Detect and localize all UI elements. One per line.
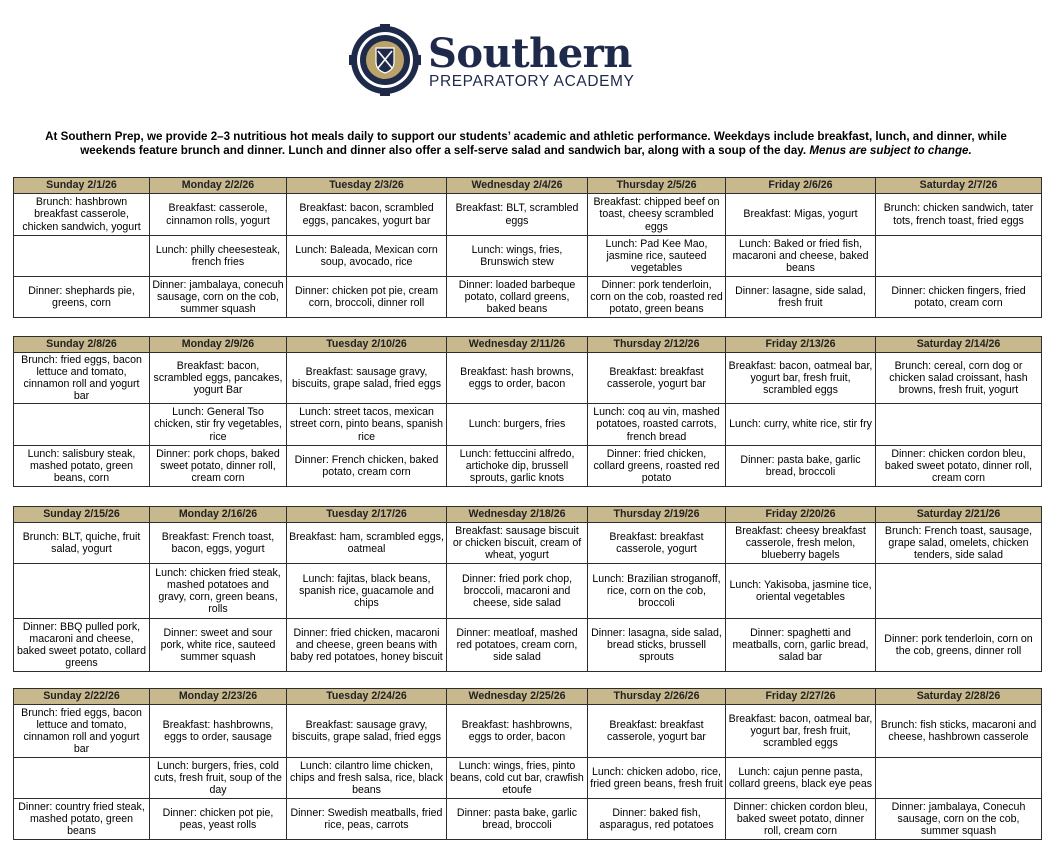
meal-cell: Dinner: jambalaya, conecuh sausage, corn on the cob, summer squash [150, 277, 287, 318]
day-header: Wednesday 2/4/26 [447, 178, 588, 194]
meal-cell [14, 758, 150, 799]
meal-cell [14, 564, 150, 619]
meal-cell: Breakfast: chipped beef on toast, cheesy scrambled eggs [588, 194, 726, 236]
meal-cell: Breakfast: bacon, oatmeal bar, yogurt bar, fresh fruit, scrambled eggs [726, 353, 876, 404]
meal-cell: Dinner: fried chicken, collard greens, roasted red potato [588, 446, 726, 487]
meal-cell: Breakfast: cheesy breakfast casserole, fresh melon, blueberry bagels [726, 523, 876, 564]
meal-cell: Brunch: chicken sandwich, tater tots, french toast, fried eggs [876, 194, 1042, 236]
meal-cell: Lunch: street tacos, mexican street corn, pinto beans, spanish rice [287, 404, 447, 446]
intro-note: Menus are subject to change. [809, 144, 972, 157]
meal-cell: Lunch: fajitas, black beans, spanish rice, guacamole and chips [287, 564, 447, 619]
meal-cell: Dinner: spaghetti and meatballs, corn, garlic bread, salad bar [726, 619, 876, 672]
meal-cell: Dinner: jambalaya, Conecuh sausage, corn on the cob, summer squash [876, 799, 1042, 840]
day-header: Tuesday 2/3/26 [287, 178, 447, 194]
day-header: Saturday 2/7/26 [876, 178, 1042, 194]
day-header: Wednesday 2/11/26 [447, 337, 588, 353]
day-header: Monday 2/16/26 [150, 507, 287, 523]
meal-cell: Brunch: fried eggs, bacon lettuce and tomato, cinnamon roll and yogurt bar [14, 353, 150, 404]
meal-cell: Lunch: Brazilian stroganoff, rice, corn on the cob, broccoli [588, 564, 726, 619]
day-header: Sunday 2/22/26 [14, 689, 150, 705]
day-header: Thursday 2/26/26 [588, 689, 726, 705]
day-header: Saturday 2/21/26 [876, 507, 1042, 523]
meal-cell: Dinner: loaded barbeque potato, collard greens, baked beans [447, 277, 588, 318]
meal-cell: Breakfast: hash browns, eggs to order, bacon [447, 353, 588, 404]
meal-cell [876, 564, 1042, 619]
meal-cell: Lunch: salisbury steak, mashed potato, green beans, corn [14, 446, 150, 487]
brand-name: Southern [428, 30, 632, 77]
meal-cell: Lunch: burgers, fries, cold cuts, fresh fruit, soup of the day [150, 758, 287, 799]
meal-cell: Breakfast: bacon, scrambled eggs, pancakes, yogurt Bar [150, 353, 287, 404]
day-header: Wednesday 2/25/26 [447, 689, 588, 705]
meal-cell: Dinner: chicken fingers, fried potato, cream corn [876, 277, 1042, 318]
intro-text: At Southern Prep, we provide 2–3 nutritious hot meals daily to support our students’ academic and athletic performance. Weekdays include breakfast, lunch, and dinner, while weekends feature brunch and dinner. Lunch and dinner also offer a self-serve salad and sandwich bar, along with a soup of the day. [45, 130, 1007, 157]
day-header: Sunday 2/1/26 [14, 178, 150, 194]
meal-cell: Brunch: BLT, quiche, fruit salad, yogurt [14, 523, 150, 564]
meal-cell: Breakfast: sausage gravy, biscuits, grape salad, fried eggs [287, 705, 447, 758]
day-header: Friday 2/20/26 [726, 507, 876, 523]
meal-cell [876, 236, 1042, 277]
day-header: Monday 2/9/26 [150, 337, 287, 353]
meal-cell: Lunch: Pad Kee Mao, jasmine rice, sauteed vegetables [588, 236, 726, 277]
brand-subtitle: PREPARATORY ACADEMY [429, 73, 635, 90]
meal-cell: Lunch: Baked or fried fish, macaroni and cheese, baked beans [726, 236, 876, 277]
day-header: Sunday 2/8/26 [14, 337, 150, 353]
meal-row [14, 194, 1042, 236]
meal-cell: Dinner: pork tenderloin, corn on the cob, roasted red potato, green beans [588, 277, 726, 318]
day-header: Wednesday 2/18/26 [447, 507, 588, 523]
meal-row [14, 277, 1042, 318]
meal-cell: Breakfast: BLT, scrambled eggs [447, 194, 588, 236]
meal-cell: Dinner: chicken pot pie, cream corn, broccoli, dinner roll [287, 277, 447, 318]
meal-cell: Breakfast: breakfast casserole, yogurt bar [588, 705, 726, 758]
meal-cell: Breakfast: Migas, yogurt [726, 194, 876, 236]
meal-cell: Dinner: sweet and sour pork, white rice, sauteed summer squash [150, 619, 287, 672]
day-header-row [14, 337, 1042, 353]
day-header: Saturday 2/28/26 [876, 689, 1042, 705]
meal-cell: Dinner: pork tenderloin, corn on the cob, greens, dinner roll [876, 619, 1042, 672]
meal-cell: Brunch: French toast, sausage, grape salad, omelets, chicken tenders, side salad [876, 523, 1042, 564]
meal-cell: Lunch: philly cheesesteak, french fries [150, 236, 287, 277]
meal-row [14, 236, 1042, 277]
meal-cell: Dinner: pasta bake, garlic bread, broccoli [726, 446, 876, 487]
meal-cell: Lunch: burgers, fries [447, 404, 588, 446]
meal-cell: Dinner: BBQ pulled pork, macaroni and cheese, baked sweet potato, collard greens [14, 619, 150, 672]
school-seal-icon [349, 24, 421, 96]
meal-cell: Lunch: coq au vin, mashed potatoes, roasted carrots, french bread [588, 404, 726, 446]
meal-cell: Brunch: cereal, corn dog or chicken salad croissant, hash browns, fresh fruit, yogurt [876, 353, 1042, 404]
meal-cell: Lunch: General Tso chicken, stir fry vegetables, rice [150, 404, 287, 446]
meal-cell: Breakfast: bacon, scrambled eggs, pancakes, yogurt bar [287, 194, 447, 236]
day-header-row [14, 507, 1042, 523]
meal-row [14, 446, 1042, 487]
meal-row [14, 619, 1042, 672]
meal-cell: Lunch: cajun penne pasta, collard greens, black eye peas [726, 758, 876, 799]
meal-cell: Dinner: lasagne, side salad, fresh fruit [726, 277, 876, 318]
meal-cell [876, 404, 1042, 446]
day-header: Tuesday 2/24/26 [287, 689, 447, 705]
meal-cell: Brunch: fried eggs, bacon lettuce and tomato, cinnamon roll and yogurt bar [14, 705, 150, 758]
meal-cell: Breakfast: hashbrowns, eggs to order, sausage [150, 705, 287, 758]
meal-cell: Brunch: fish sticks, macaroni and cheese, hashbrown casserole [876, 705, 1042, 758]
meal-cell: Lunch: fettuccini alfredo, artichoke dip, brussell sprouts, garlic knots [447, 446, 588, 487]
meal-cell: Dinner: shephards pie, greens, corn [14, 277, 150, 318]
meal-cell: Breakfast: breakfast casserole, yogurt bar [588, 353, 726, 404]
day-header-row [14, 178, 1042, 194]
meal-cell: Dinner: lasagna, side salad, bread sticks, brussell sprouts [588, 619, 726, 672]
day-header: Monday 2/23/26 [150, 689, 287, 705]
meal-cell: Breakfast: sausage biscuit or chicken biscuit, cream of wheat, yogurt [447, 523, 588, 564]
meal-cell: Breakfast: French toast, bacon, eggs, yogurt [150, 523, 287, 564]
meal-cell: Lunch: Yakisoba, jasmine tice, oriental vegetables [726, 564, 876, 619]
day-header: Monday 2/2/26 [150, 178, 287, 194]
meal-cell: Dinner: country fried steak, mashed potato, green beans [14, 799, 150, 840]
meal-cell [14, 404, 150, 446]
day-header: Tuesday 2/10/26 [287, 337, 447, 353]
week-table [13, 177, 1042, 318]
meal-cell: Dinner: fried pork chop, broccoli, macaroni and cheese, side salad [447, 564, 588, 619]
meal-cell: Dinner: pasta bake, garlic bread, broccoli [447, 799, 588, 840]
meal-row [14, 799, 1042, 840]
meal-cell: Dinner: chicken pot pie, peas, yeast rolls [150, 799, 287, 840]
meal-cell: Breakfast: sausage gravy, biscuits, grape salad, fried eggs [287, 353, 447, 404]
meal-cell: Dinner: Swedish meatballs, fried rice, peas, carrots [287, 799, 447, 840]
week-table [13, 336, 1042, 487]
meal-cell: Dinner: fried chicken, macaroni and cheese, green beans with baby red potatoes, honey biscuit [287, 619, 447, 672]
day-header: Thursday 2/12/26 [588, 337, 726, 353]
meal-cell: Dinner: chicken cordon bleu, baked sweet potato, dinner roll, cream corn [726, 799, 876, 840]
meal-row [14, 758, 1042, 799]
day-header: Tuesday 2/17/26 [287, 507, 447, 523]
day-header-row [14, 689, 1042, 705]
meal-cell: Brunch: hashbrown breakfast casserole, chicken sandwich, yogurt [14, 194, 150, 236]
meal-row [14, 564, 1042, 619]
meal-cell: Dinner: meatloaf, mashed red potatoes, cream corn, side salad [447, 619, 588, 672]
meal-cell: Dinner: French chicken, baked potato, cream corn [287, 446, 447, 487]
day-header: Sunday 2/15/26 [14, 507, 150, 523]
meal-row [14, 705, 1042, 758]
meal-cell: Breakfast: bacon, oatmeal bar, yogurt bar, fresh fruit, scrambled eggs [726, 705, 876, 758]
day-header: Saturday 2/14/26 [876, 337, 1042, 353]
meal-row [14, 523, 1042, 564]
meal-cell: Lunch: chicken adobo, rice, fried green beans, fresh fruit [588, 758, 726, 799]
meal-cell: Lunch: wings, fries, pinto beans, cold cut bar, crawfish etoufe [447, 758, 588, 799]
meal-cell: Breakfast: breakfast casserole, yogurt [588, 523, 726, 564]
meal-row [14, 353, 1042, 404]
week-table [13, 688, 1042, 840]
header [0, 16, 1052, 126]
day-header: Thursday 2/19/26 [588, 507, 726, 523]
meal-cell: Breakfast: hashbrowns, eggs to order, bacon [447, 705, 588, 758]
meal-cell: Lunch: chicken fried steak, mashed potatoes and gravy, corn, green beans, rolls [150, 564, 287, 619]
meal-cell: Lunch: wings, fries, Brunswich stew [447, 236, 588, 277]
meal-cell [14, 236, 150, 277]
meal-cell: Dinner: pork chops, baked sweet potato, dinner roll, cream corn [150, 446, 287, 487]
meal-cell: Lunch: curry, white rice, stir fry [726, 404, 876, 446]
day-header: Friday 2/6/26 [726, 178, 876, 194]
week-table [13, 506, 1042, 672]
meal-cell: Lunch: cilantro lime chicken, chips and fresh salsa, rice, black beans [287, 758, 447, 799]
meal-cell: Breakfast: casserole, cinnamon rolls, yogurt [150, 194, 287, 236]
meal-cell: Dinner: chicken cordon bleu, baked sweet potato, dinner roll, cream corn [876, 446, 1042, 487]
meal-cell: Breakfast: ham, scrambled eggs, oatmeal [287, 523, 447, 564]
meal-cell: Dinner: baked fish, asparagus, red potatoes [588, 799, 726, 840]
day-header: Friday 2/13/26 [726, 337, 876, 353]
day-header: Friday 2/27/26 [726, 689, 876, 705]
meal-cell [876, 758, 1042, 799]
day-header: Thursday 2/5/26 [588, 178, 726, 194]
intro-paragraph [20, 130, 1032, 158]
meal-cell: Lunch: Baleada, Mexican corn soup, avocado, rice [287, 236, 447, 277]
meal-row [14, 404, 1042, 446]
